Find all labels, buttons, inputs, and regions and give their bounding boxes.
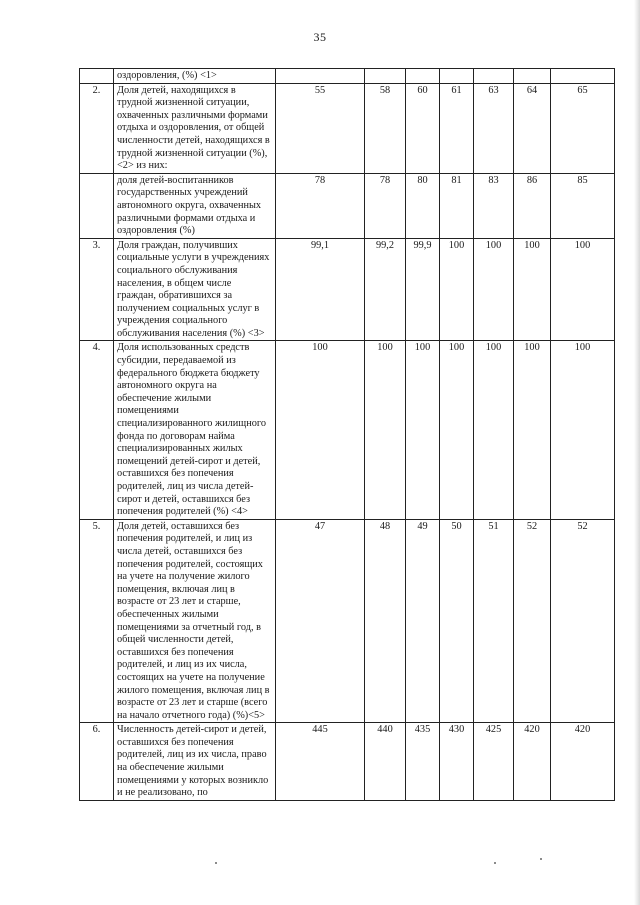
row-number: 2. xyxy=(80,83,114,173)
indicator-description: доля детей-воспитанников государственных учреждений автономного округа, охваченных различными формами отдыха и оздоровления (%) xyxy=(114,173,276,238)
indicator-value: 85 xyxy=(551,173,615,238)
indicator-value: 100 xyxy=(440,238,474,341)
indicator-value: 440 xyxy=(365,723,406,801)
row-number: 5. xyxy=(80,519,114,723)
scan-speck xyxy=(494,862,496,864)
indicator-value: 52 xyxy=(514,519,551,723)
indicator-value xyxy=(365,69,406,84)
page-number: 35 xyxy=(313,30,327,44)
table-row xyxy=(80,519,615,723)
indicator-value: 420 xyxy=(551,723,615,801)
indicator-value xyxy=(474,69,514,84)
indicator-description: Доля детей, оставшихся без попечения родителей, и лиц из числа детей, оставшихся без попечения родителей, состоящих на учете на получение жилого помещения, включая лиц в возрасте от 23 лет и старше, обеспеченных жилыми помещениями за отчетный год, в общей численности детей, оставшихся без попечения родителей, и лиц из их числа, состоящих на учете на получение жилого помещения, включая лиц в возрасте от 23 лет и старше (всего на начало отчетного года) (%)<5> xyxy=(114,519,276,723)
indicator-value xyxy=(406,69,440,84)
indicator-value: 100 xyxy=(551,341,615,519)
indicator-description: Доля граждан, получивших социальные услуги в учреждениях социального обслуживания населения, в общем числе граждан, обратившихся за получением социальных услуг в учреждения социального обслуживания населения (%) <3> xyxy=(114,238,276,341)
row-number xyxy=(80,69,114,84)
indicator-value: 100 xyxy=(440,341,474,519)
indicator-value: 64 xyxy=(514,83,551,173)
indicator-value xyxy=(440,69,474,84)
indicator-value: 52 xyxy=(551,519,615,723)
indicator-value: 100 xyxy=(474,341,514,519)
indicator-value: 55 xyxy=(276,83,365,173)
table-row xyxy=(80,723,615,801)
indicator-value: 81 xyxy=(440,173,474,238)
indicator-value: 61 xyxy=(440,83,474,173)
row-number: 3. xyxy=(80,238,114,341)
indicator-value xyxy=(276,69,365,84)
indicator-value: 63 xyxy=(474,83,514,173)
indicator-value: 99,9 xyxy=(406,238,440,341)
indicator-value: 48 xyxy=(365,519,406,723)
indicators-table xyxy=(79,68,615,801)
indicator-value: 420 xyxy=(514,723,551,801)
indicator-value xyxy=(514,69,551,84)
indicator-value: 100 xyxy=(276,341,365,519)
indicator-value: 60 xyxy=(406,83,440,173)
row-number xyxy=(80,173,114,238)
table-row xyxy=(80,173,615,238)
indicator-value: 430 xyxy=(440,723,474,801)
indicator-description: оздоровления, (%) <1> xyxy=(114,69,276,84)
indicator-value: 86 xyxy=(514,173,551,238)
indicator-value: 100 xyxy=(551,238,615,341)
table-row xyxy=(80,69,615,84)
indicator-value: 445 xyxy=(276,723,365,801)
table-row xyxy=(80,238,615,341)
indicator-value: 100 xyxy=(514,238,551,341)
indicator-value: 100 xyxy=(514,341,551,519)
indicator-value: 78 xyxy=(365,173,406,238)
indicator-value xyxy=(551,69,615,84)
table-row xyxy=(80,341,615,519)
indicator-description: Численность детей-сирот и детей, оставшихся без попечения родителей, лиц из их числа, право на обеспечение жилыми помещениями у которых возникло и не реализовано, по xyxy=(114,723,276,801)
indicator-description: Доля использованных средств субсидии, передаваемой из федерального бюджета бюджету автономного округа на обеспечение жилыми помещениями специализированного жилищного фонда по договорам найма специализированных жилых помещений детей-сирот и детей, оставшихся без попечения родителей, лиц из числа детей-сирот и детей, оставшихся без попечения родителей (%) <4> xyxy=(114,341,276,519)
indicator-value: 47 xyxy=(276,519,365,723)
table-row xyxy=(80,83,615,173)
scan-edge xyxy=(634,0,640,905)
indicator-value: 99,1 xyxy=(276,238,365,341)
indicator-value: 83 xyxy=(474,173,514,238)
indicator-value: 425 xyxy=(474,723,514,801)
row-number: 6. xyxy=(80,723,114,801)
row-number: 4. xyxy=(80,341,114,519)
indicator-description: Доля детей, находящихся в трудной жизненной ситуации, охваченных различными формами отдыха и оздоровления, от общей численности детей, находящихся в трудной жизненной ситуации (%), <2> из них: xyxy=(114,83,276,173)
indicator-value: 80 xyxy=(406,173,440,238)
indicator-value: 99,2 xyxy=(365,238,406,341)
scan-speck xyxy=(215,862,217,864)
indicator-value: 65 xyxy=(551,83,615,173)
indicator-value: 58 xyxy=(365,83,406,173)
indicator-value: 100 xyxy=(365,341,406,519)
scan-speck xyxy=(540,858,542,860)
indicator-value: 100 xyxy=(406,341,440,519)
indicator-value: 435 xyxy=(406,723,440,801)
indicator-value: 50 xyxy=(440,519,474,723)
indicator-value: 78 xyxy=(276,173,365,238)
indicator-value: 49 xyxy=(406,519,440,723)
indicator-value: 100 xyxy=(474,238,514,341)
indicator-value: 51 xyxy=(474,519,514,723)
